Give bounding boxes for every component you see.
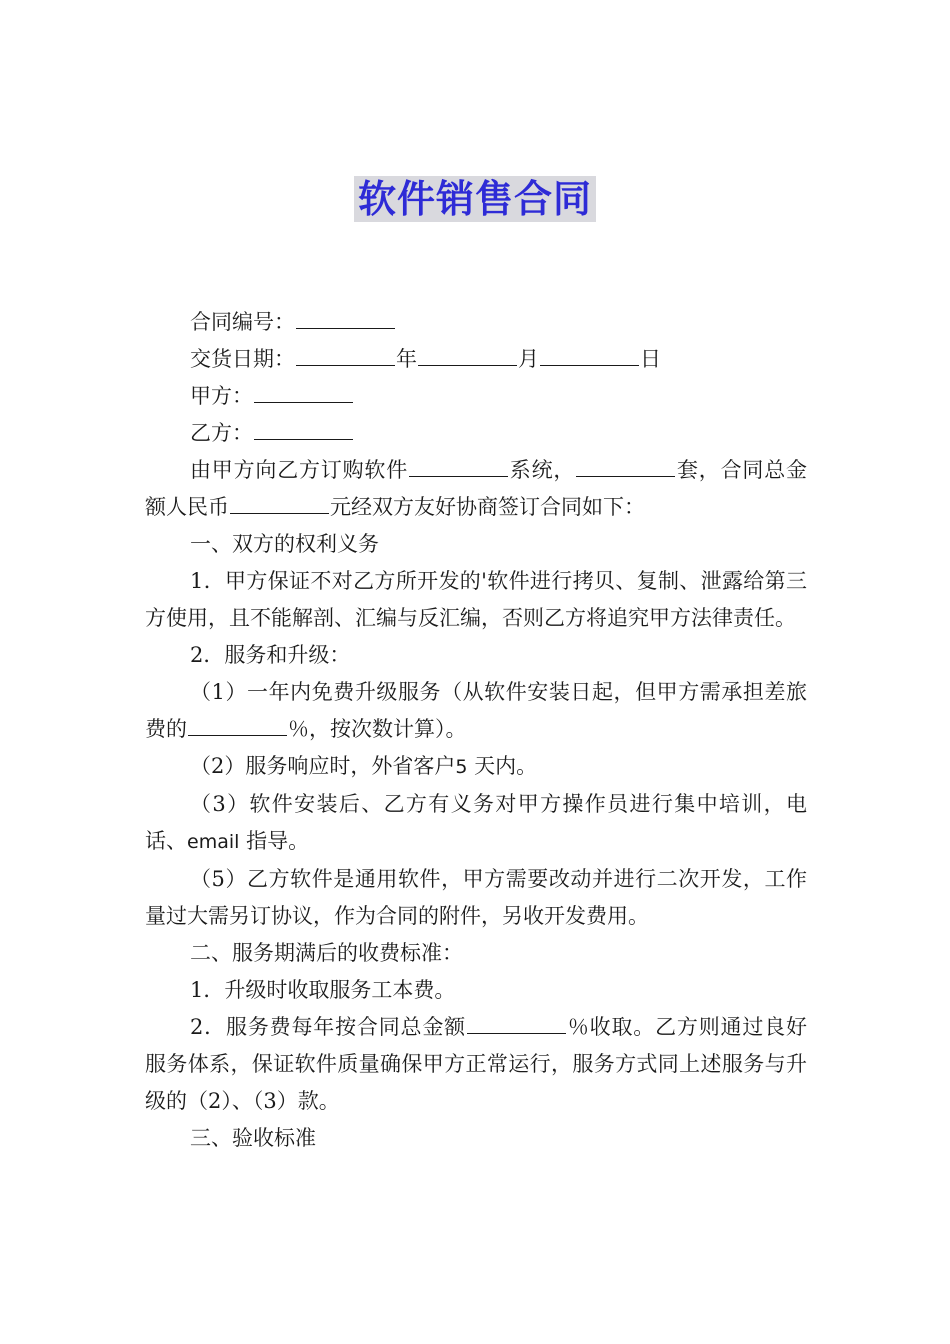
intro-paragraph [145,452,807,526]
delivery-year-blank [296,346,395,366]
intro-text-1: 由甲方向乙方订购软件 [190,458,408,482]
contract-number-line [145,304,807,341]
title-container [0,176,950,222]
sub-2-number: 5 [455,756,468,778]
sub-2-text-b: 天内。 [474,754,538,778]
sub-1-text-b: ％，按次数计算）。 [288,717,467,741]
sec2-item-2-text-b: ％收取。乙方则通过良好服务体系，保证软件质量确保甲方正常运行，服务方式同上述服务与升级的（2）、（3）款。 [145,1015,807,1113]
sub-3-email: email [187,831,240,853]
day-label: 日 [640,347,661,371]
sub-1-text-a: （1）一年内免费升级服务（从软件安装日起，但甲方需承担差旅费的 [145,680,807,741]
party-a-line [145,378,807,415]
section-3-heading: 三、验收标准 [190,1126,316,1150]
section-2-heading: 二、服务期满后的收费标准： [190,941,463,965]
contract-number-label: 合同编号： [190,310,295,334]
amount-blank [230,494,329,514]
intro-text-4: 元经双方友好协商签订合同如下： [330,495,645,519]
delivery-date-line [145,341,807,378]
contract-number-blank [296,309,395,329]
section-1-sub-2 [145,748,807,786]
document-body [145,304,807,1157]
section-1-sub-3 [145,786,807,861]
intro-text-3: 套，合同总金额人民币 [145,458,808,519]
sub-2-text-a: （2）服务响应时，外省客户 [190,754,456,778]
party-b-line [145,415,807,452]
intro-text-2: 系统， [509,458,576,482]
delivery-date-label: 交货日期： [190,347,295,371]
section-2-item-1: 1．升级时收取服务工本费。 [190,978,456,1002]
section-1-item-2: 2．服务和升级： [190,643,351,667]
party-a-label: 甲方： [190,384,253,408]
section-1-heading: 一、双方的权利义务 [190,532,379,556]
travel-percent-blank [188,716,287,736]
delivery-month-blank [418,346,517,366]
year-label: 年 [396,347,417,371]
section-2-item-2 [145,1009,807,1120]
section-1-item-1: 1．甲方保证不对乙方所开发的'软件进行拷贝、复制、泄露给第三方使用，且不能解剖、汇编与反汇编，否则乙方将追究甲方法律责任。 [145,569,807,630]
month-label: 月 [518,347,539,371]
document-title: 软件销售合同 [354,176,596,222]
sub-3-text-a: （3）软件安装后、乙方有义务对甲方操作员进行集中培训，电话、 [145,792,807,853]
software-system-blank [409,457,508,477]
party-a-blank [254,383,353,403]
delivery-day-blank [540,346,639,366]
party-b-blank [254,420,353,440]
quantity-blank [576,457,675,477]
service-fee-percent-blank [467,1014,566,1034]
sec2-item-2-text-a: 2．服务费每年按合同总金额 [190,1015,466,1039]
party-b-label: 乙方： [190,421,253,445]
section-1-sub-5: （5）乙方软件是通用软件，甲方需要改动并进行二次开发，工作量过大需另订协议，作为合同的附件，另收开发费用。 [145,867,807,928]
section-1-sub-1 [145,674,807,748]
sub-3-text-b: 指导。 [246,829,310,853]
